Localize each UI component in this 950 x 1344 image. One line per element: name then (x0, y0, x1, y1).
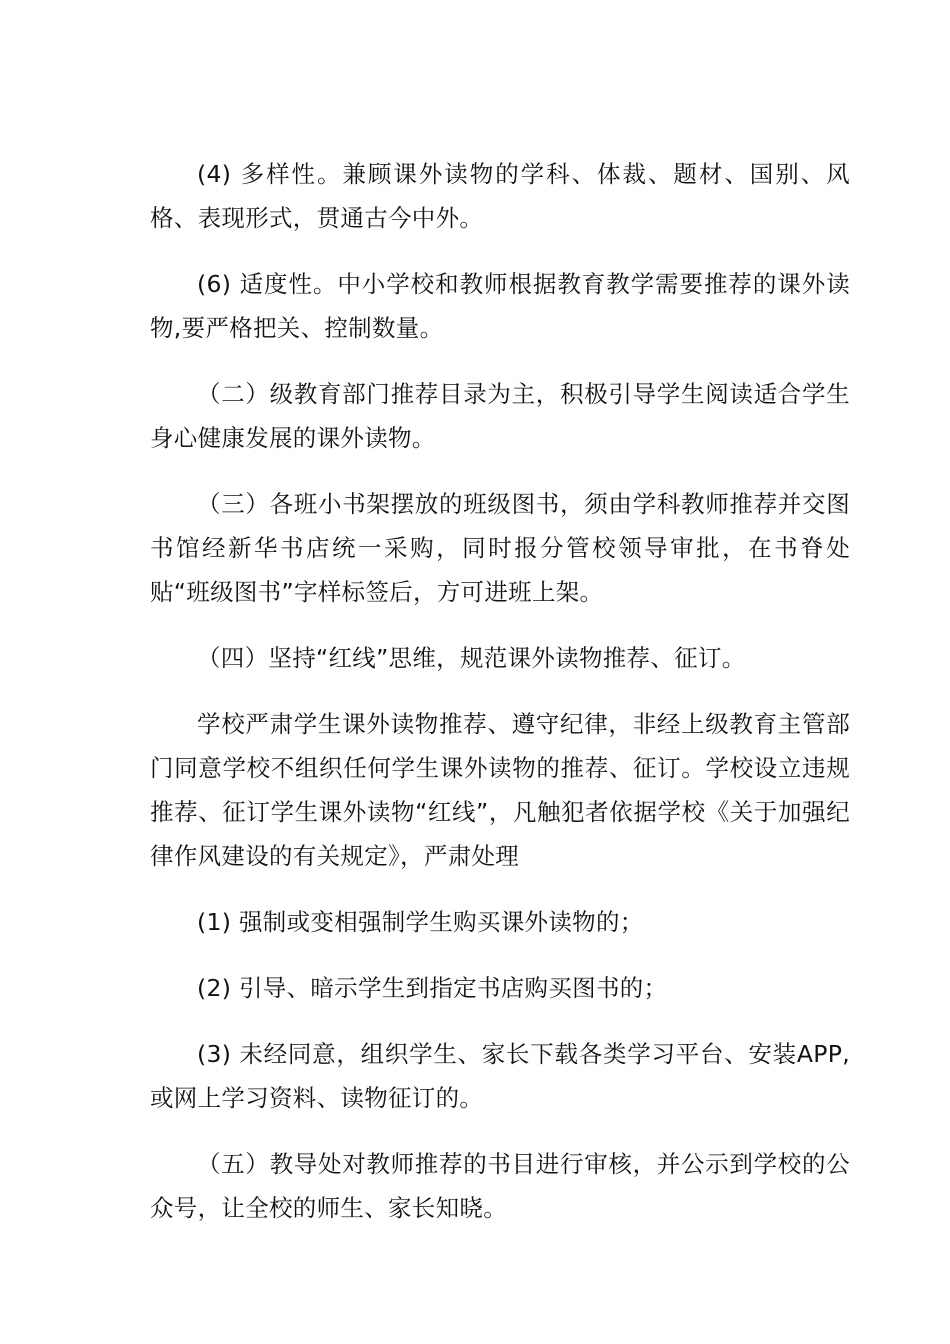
paragraph-moderation: (6) 适度性。中小学校和教师根据教育教学需要推荐的课外读物,要严格把关、控制数量。 (150, 270, 850, 342)
paragraph-section-five: （五）教导处对教师推荐的书目进行审核，并公示到学校的公众号，让全校的师生、家长知晓。 (150, 1150, 850, 1222)
paragraph-section-three: （三）各班小书架摆放的班级图书，须由学科教师推荐并交图书馆经新华书店统一采购，同时报分管校领导审批，在书脊处贴“班级图书”字样标签后，方可进班上架。 (150, 490, 850, 606)
paragraph-item-two: (2) 引导、暗示学生到指定书店购买图书的； (197, 974, 668, 1002)
paragraph-item-three: (3) 未经同意，组织学生、家长下载各类学习平台、安装APP,或网上学习资料、读物征订的。 (150, 1040, 850, 1112)
paragraph-section-four: （四）坚持“红线”思维，规范课外读物推荐、征订。 (197, 644, 746, 672)
paragraph-section-two: （二）级教育部门推荐目录为主，积极引导学生阅读适合学生身心健康发展的课外读物。 (150, 380, 850, 452)
paragraph-item-one: (1) 强制或变相强制学生购买课外读物的； (197, 908, 644, 936)
paragraph-school-discipline: 学校严肃学生课外读物推荐、遵守纪律，非经上级教育主管部门同意学校不组织任何学生课外读物的推荐、征订。学校设立违规推荐、征订学生课外读物“红线”，凡触犯者依据学校《关于加强纪律作风建设的有关规定》，严肃处理 (150, 710, 850, 870)
paragraph-diversity: (4) 多样性。兼顾课外读物的学科、体裁、题材、国别、风格、表现形式，贯通古今中外。 (150, 160, 850, 232)
